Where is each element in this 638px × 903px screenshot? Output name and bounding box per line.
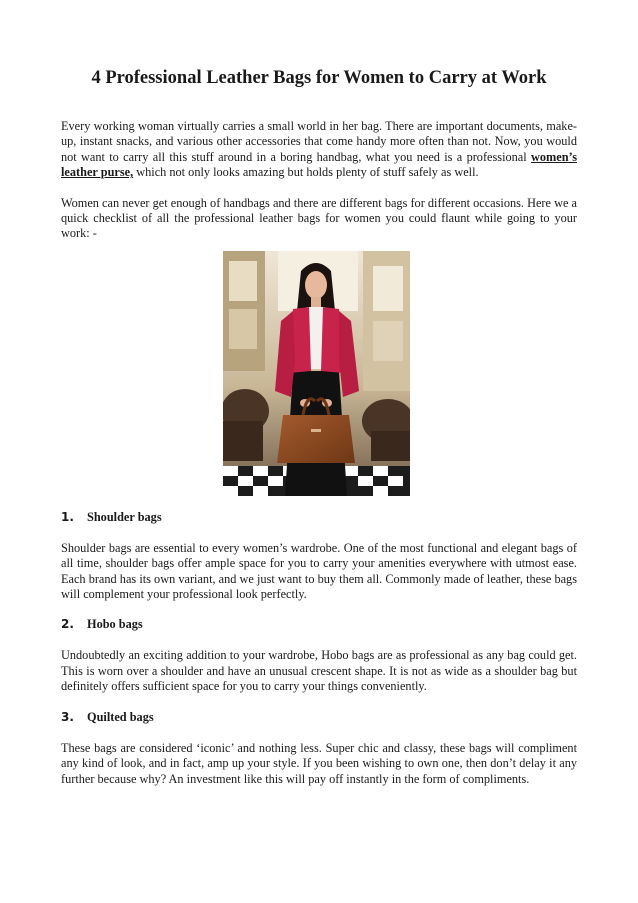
intro-text-start: Every working woman virtually carries a small world in her bag. There are important documents, make-up, instant snacks, and various other accessories that come handy more often than not. Now, you would not want to carry all this stuff around in a boring handbag, what you need is a professional bbox=[61, 119, 577, 164]
section-title: Shoulder bags bbox=[87, 509, 162, 524]
woman-with-bag-photo bbox=[223, 251, 410, 496]
section-title: Quilted bags bbox=[87, 709, 154, 724]
section-body-hobo-bags: Undoubtedly an exciting addition to your wardrobe, Hobo bags are as professional as any bag could get. This is worn over a shoulder and have an unusual crescent shape. It is not as wide as a shoulder bag but definitely offers sufficient space for you to carry your things conveniently. bbox=[61, 648, 577, 694]
section-body-quilted-bags: These bags are considered ‘iconic’ and nothing less. Super chic and classy, these bags will compliment any kind of look, and in fact, amp up your style. If you been wishing to own one, then don’t delay it any further because why? An investment like this will pay off instantly in the form of compliments. bbox=[61, 740, 577, 786]
section-number: 3. bbox=[61, 709, 74, 724]
intro-text-end: which not only looks amazing but holds plenty of stuff safely as well. bbox=[133, 165, 479, 180]
section-body-shoulder-bags: Shoulder bags are essential to every women’s wardrobe. One of the most functional and elegant bags of all time, shoulder bags offer ample space for you to carry your amenities everywhere with utmost ease. Each brand has its own variant, and we just want to buy them all. Commonly made of leather, these bags will complement your professional look perfectly. bbox=[61, 540, 577, 602]
intro-paragraph bbox=[61, 119, 577, 181]
section-number: 2. bbox=[61, 617, 74, 632]
photo-woman-with-leather-bag-icon bbox=[223, 251, 410, 496]
section-title: Hobo bags bbox=[87, 617, 143, 632]
section-heading-quilted-bags bbox=[61, 710, 577, 725]
section-heading-hobo-bags bbox=[61, 617, 577, 632]
page-title: 4 Professional Leather Bags for Women to Carry at Work bbox=[91, 68, 547, 88]
womens-leather-purse-link[interactable]: women’s leather purse, bbox=[61, 149, 577, 180]
section-heading-shoulder-bags bbox=[61, 510, 577, 525]
checklist-paragraph: Women can never get enough of handbags and there are different bags for different occasions. Here we a quick checklist of all the professional leather bags for women you could flaunt while going to your work: - bbox=[61, 195, 577, 241]
section-number: 1. bbox=[61, 509, 74, 524]
